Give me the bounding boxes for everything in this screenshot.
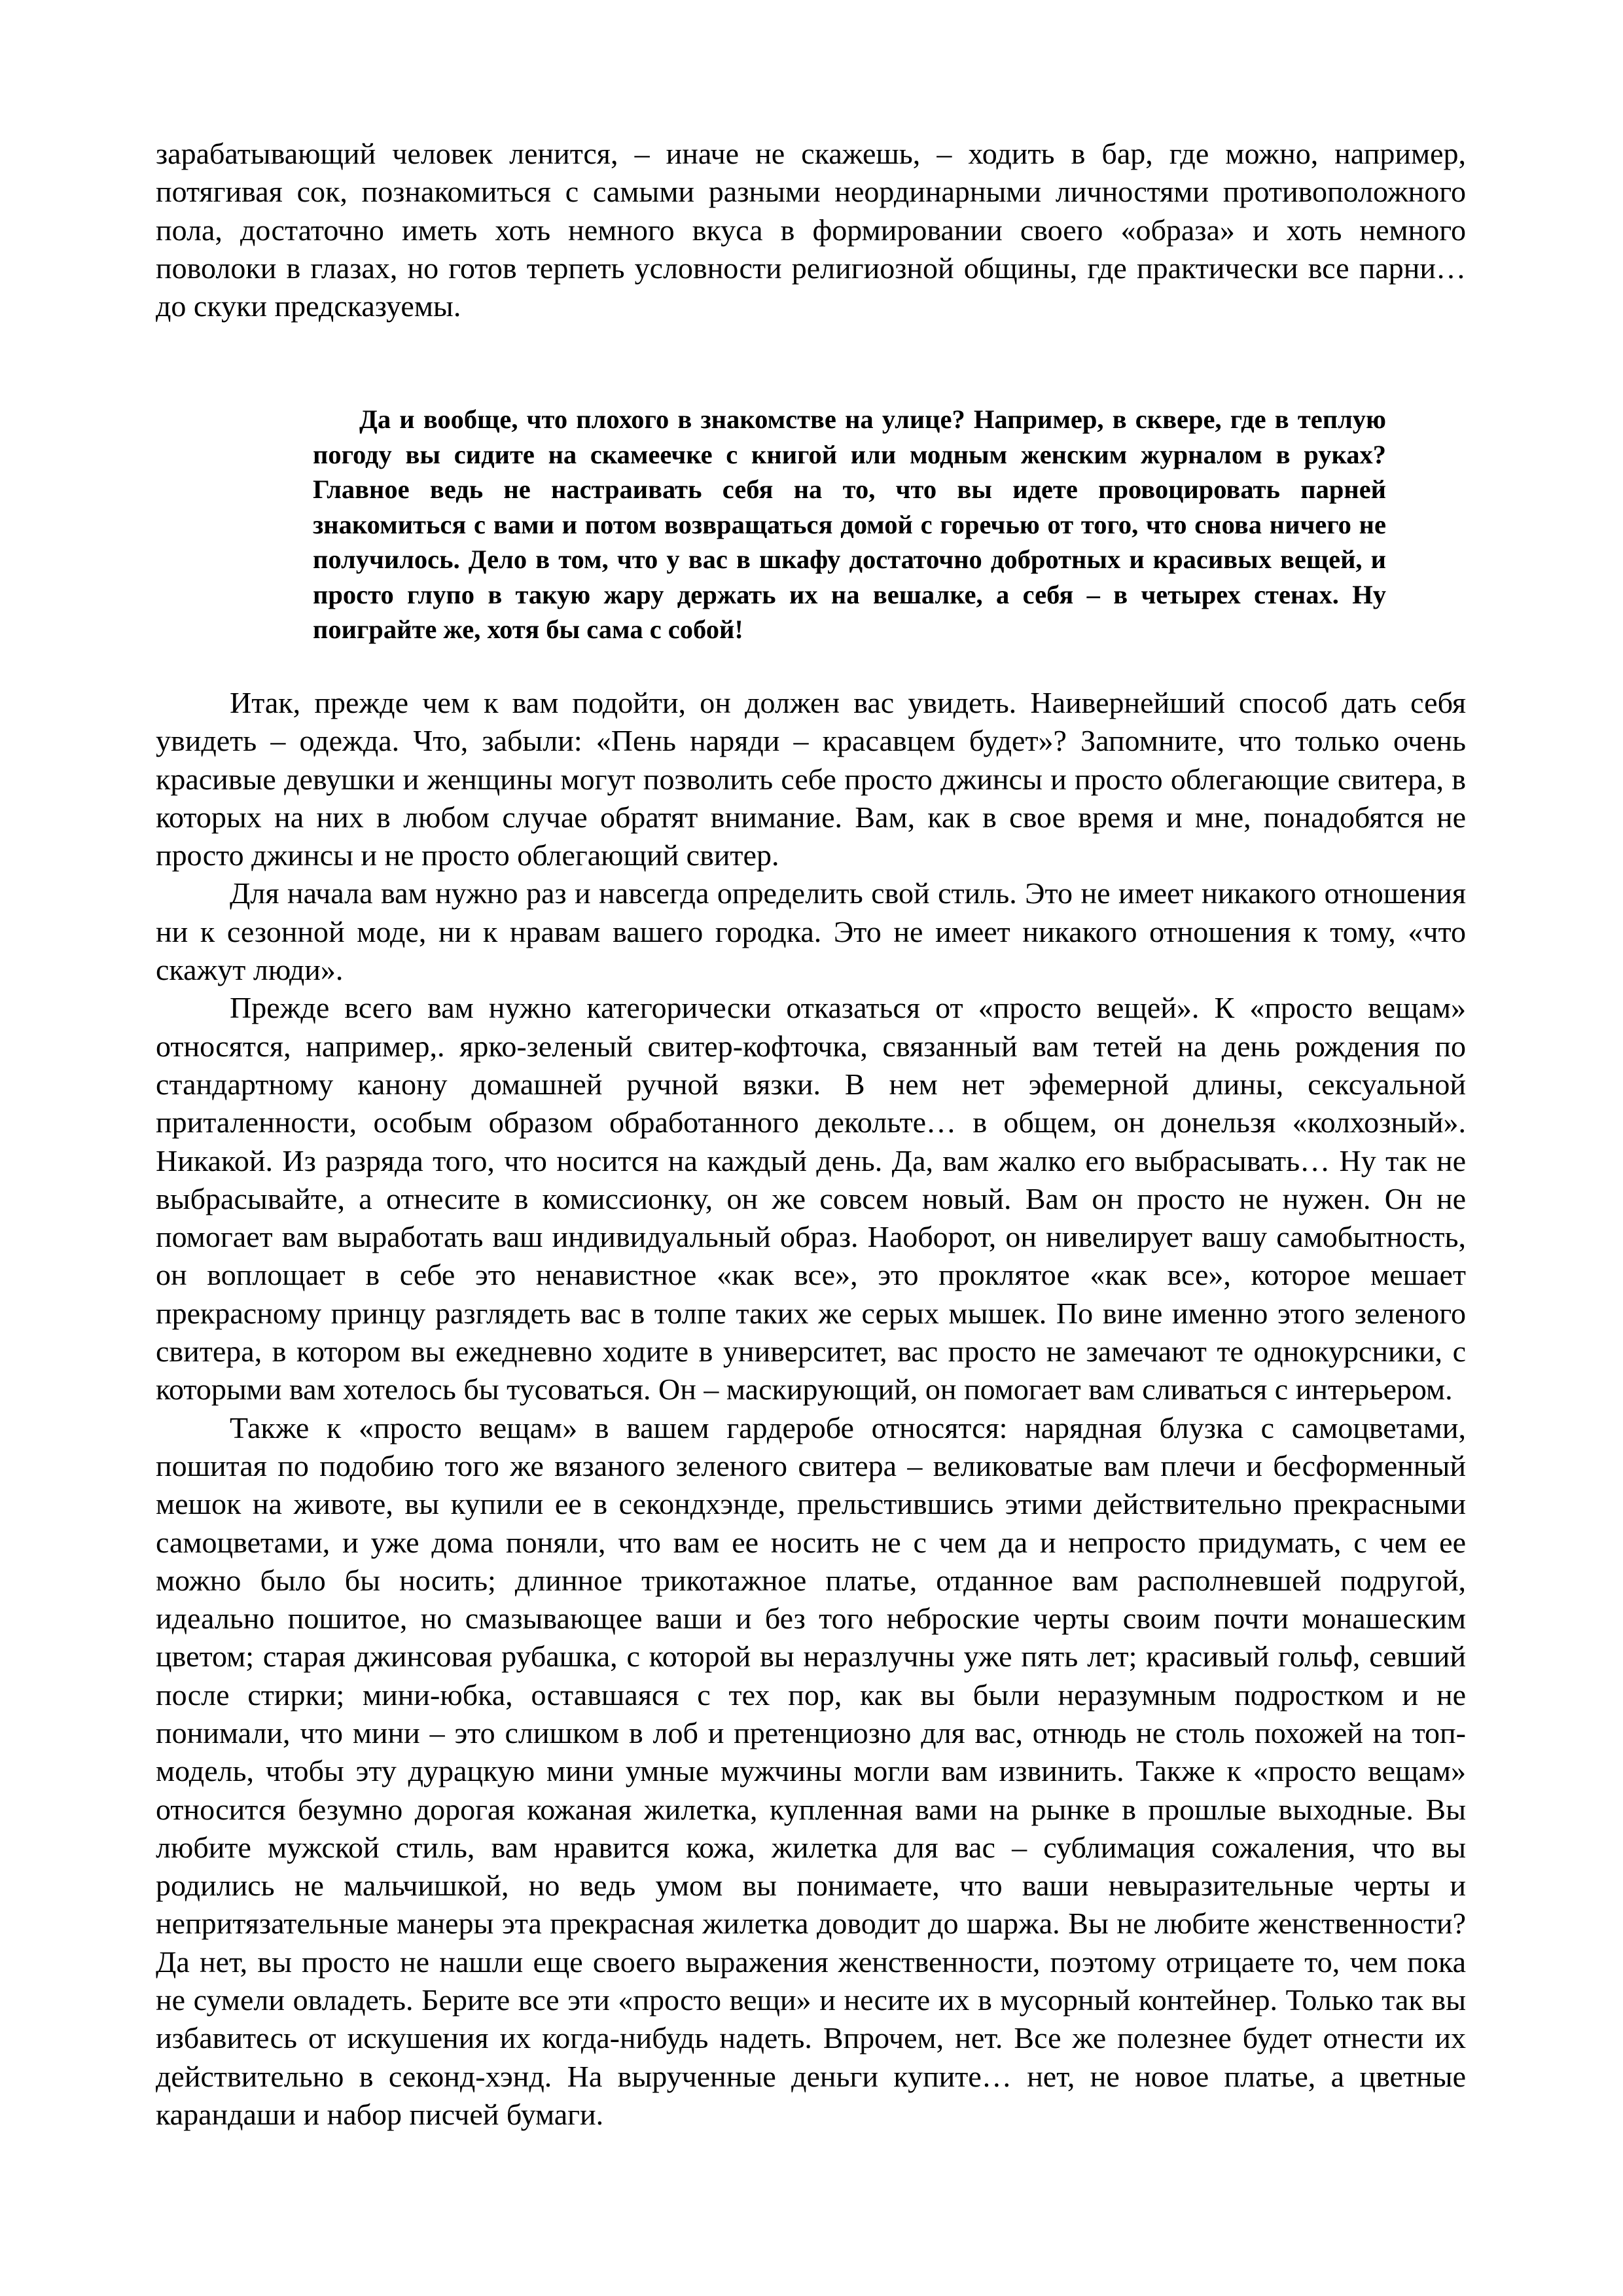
paragraph-simple-things: Прежде всего вам нужно категорически отказаться от «просто вещей». К «просто вещам» относятся, например,. ярко-зеленый свитер-кофточка, связанный вам тетей на день рождения по стандартному канону домашней ручной вязки. В нем нет эфемерной длины, сексуальной приталенности, особым образом обработанного декольте… в общем, он донельзя «колхозный». Никакой. Из разряда того, что носится на каждый день. Да, вам жалко его выбрасывать… Ну так не выбрасывайте, а отнесите в комиссионку, он же совсем новый. Вам он просто не нужен. Он не помогает вам выработать ваш индивидуальный образ. Наоборот, он нивелирует вашу самобытность, он воплощает в себе это ненавистное «как все», это проклятое «как все», которое мешает прекрасному принцу разглядеть вас в толпе таких же серых мышек. По вине именно этого зеленого свитера, в котором вы ежедневно ходите в университет, вас просто не замечают те однокурсники, с которыми вам хотелось бы тусоваться. Он – маскирующий, он помогает вам сливаться с интерьером. — [156, 991, 1466, 1407]
intro-paragraph: зарабатывающий человек ленится, – иначе не скажешь, – ходить в бар, где можно, например, потягивая сок, познакомиться с самыми разными неординарными личностями противоположного пола, достаточно иметь хоть немного вкуса в формировании своего «образа» и хоть немного поволоки в глазах, но готов терпеть условности религиозной общины, где практически все парни… до скуки предсказуемы. — [156, 137, 1466, 323]
paragraph-clothing: Итак, прежде чем к вам подойти, он должен вас увидеть. Наивернейший способ дать себя увидеть – одежда. Что, забыли: «Пень наряди – красавцем будет»? Запомните, что только очень красивые девушки и женщины могут позволить себе просто джинсы и просто облегающие свитера, в которых на них в любом случае обратят внимание. Вам, как в свое время и мне, понадобятся не просто джинсы и не просто облегающий свитер. — [156, 685, 1466, 872]
highlighted-quote — [313, 402, 1386, 647]
body-text — [156, 684, 1466, 2134]
text-column — [156, 135, 1466, 2134]
paragraph-style: Для начала вам нужно раз и навсегда определить свой стиль. Это не имеет никакого отношения ни к сезонной моде, ни к нравам вашего городка. Это не имеет никакого отношения к тому, «что скажут люди». — [156, 876, 1466, 987]
paragraph-wardrobe: Также к «просто вещам» в вашем гардеробе относятся: нарядная блузка с самоцветами, пошитая по подобию того же вязаного зеленого свитера – великоватые вам плечи и бесформенный мешок на животе, вы купили ее в секондхэнде, прельстившись этими действительно прекрасными самоцветами, и уже дома поняли, что вам ее носить не с чем да и непросто придумать, с чем ее можно было бы носить; длинное трикотажное платье, отданное вам располневшей подругой, идеально пошитое, но смазывающее ваши и без того неброские черты своим почти монашеским цветом; старая джинсовая рубашка, с которой вы неразлучны уже пять лет; красивый гольф, севший после стирки; мини-юбка, оставшаяся с тех пор, как вы были неразумным подростком и не понимали, что мини – это слишком в лоб и претенциозно для вас, отнюдь не столь похожей на топ-модель, чтобы эту дурацкую мини умные мужчины могли вам извинить. Также к «просто вещам» относится безумно дорогая кожаная жилетка, купленная вами на рынке в прошлые выходные. Вы любите мужской стиль, вам нравится кожа, жилетка для вас – сублимация сожаления, что вы родились не мальчишкой, но ведь умом вы понимаете, что ваши невыразительные черты и непритязательные манеры эта прекрасная жилетка доводит до шаржа. Вы не любите женственности? Да нет, вы просто не нашли еще своего выражения женственности, поэтому отрицаете то, чем пока не сумели овладеть. Берите все эти «просто вещи» и несите их в мусорный контейнер. Только так вы избавитесь от искушения их когда-нибудь надеть. Впрочем, нет. Все же полезнее будет отнести их действительно в секонд-хэнд. На вырученные деньги купите… нет, не новое платье, а цветные карандаши и набор писчей бумаги. — [156, 1410, 1466, 2131]
quote-text: Да и вообще, что плохого в знакомстве на улице? Например, в сквере, где в теплую погоду вы сидите на скамеечке с книгой или модным женским журналом в руках? Главное ведь не настраивать себя на то, что вы идете провоцировать парней знакомиться с вами и потом возвращаться домой с горечью от того, что снова ничего не получилось. Дело в том, что у вас в шкафу достаточно добротных и красивых вещей, и просто глупо в такую жару держать их на вешалке, а себя – в четырех стенах. Ну поиграйте же, хотя бы сама с собой! — [313, 404, 1386, 645]
